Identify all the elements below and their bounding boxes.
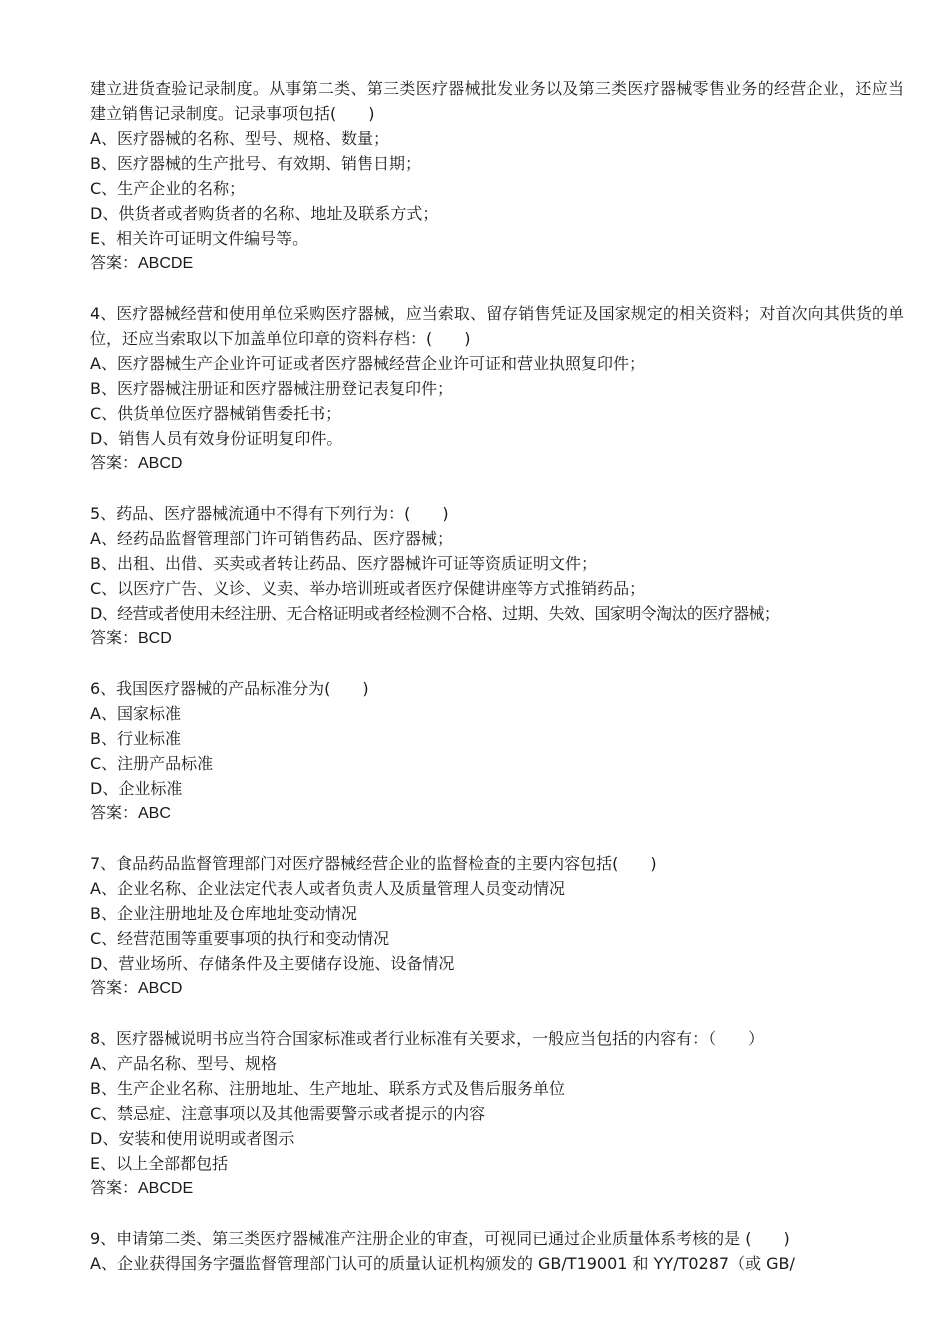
option: E、以上全部都包括 — [90, 1154, 229, 1173]
question-block — [90, 1026, 904, 1201]
question-stem: 9、申请第二类、第三类医疗器械准产注册企业的审查，可视同已通过企业质量体系考核的是 ( ) — [90, 1229, 790, 1248]
option: C、禁忌症、注意事项以及其他需要警示或者提示的内容 — [90, 1104, 486, 1123]
option: A、医疗器械生产企业许可证或者医疗器械经营企业许可证和营业执照复印件； — [90, 354, 645, 373]
option: A、医疗器械的名称、型号、规格、数量； — [90, 129, 389, 148]
option: C、经营范围等重要事项的执行和变动情况 — [90, 929, 390, 948]
answer: 答案：BCD — [90, 630, 172, 647]
question-block — [90, 501, 904, 651]
option: A、企业获得国务字彊监督管理部门认可的质量认证机构颁发的 GB/T19001 和 YY/T0287（或 GB/ — [90, 1254, 795, 1273]
answer: 答案：ABCD — [90, 455, 183, 472]
question-stem: 建立进货查验记录制度。从事第二类、第三类医疗器械批发业务以及第三类医疗器械零售业务的经营企业，还应当建立销售记录制度。记录事项包括( ) — [90, 79, 904, 123]
question-stem: 7、食品药品监督管理部门对医疗器械经营企业的监督检查的主要内容包括( ) — [90, 854, 657, 873]
answer: 答案：ABCD — [90, 980, 183, 997]
option: A、产品名称、型号、规格 — [90, 1054, 277, 1073]
option: D、经营或者使用未经注册、无合格证明或者经检测不合格、过期、失效、国家明令淘汰的医疗器械； — [90, 604, 780, 623]
option: C、供货单位医疗器械销售委托书； — [90, 404, 342, 423]
question-stem: 4、医疗器械经营和使用单位采购医疗器械，应当索取、留存销售凭证及国家规定的相关资料；对首次向其供货的单位，还应当索取以下加盖单位印章的资料存档：( ) — [90, 304, 904, 348]
question-block — [90, 301, 904, 476]
option: C、注册产品标准 — [90, 754, 214, 773]
option: B、企业注册地址及仓库地址变动情况 — [90, 904, 357, 923]
option: D、安装和使用说明或者图示 — [90, 1129, 295, 1148]
question-block — [90, 676, 904, 826]
answer: 答案：ABCDE — [90, 1180, 194, 1197]
option: D、企业标准 — [90, 779, 183, 798]
answer: 答案：ABC — [90, 805, 171, 822]
option: A、经药品监督管理部门许可销售药品、医疗器械； — [90, 529, 453, 548]
option: B、生产企业名称、注册地址、生产地址、联系方式及售后服务单位 — [90, 1079, 565, 1098]
option: B、出租、出借、买卖或者转让药品、医疗器械许可证等资质证明文件； — [90, 554, 597, 573]
question-stem: 8、医疗器械说明书应当符合国家标准或者行业标准有关要求，一般应当包括的内容有：（ ） — [90, 1029, 765, 1048]
option: E、相关许可证明文件编号等。 — [90, 229, 309, 248]
question-stem: 6、我国医疗器械的产品标准分为( ) — [90, 679, 369, 698]
option: B、医疗器械注册证和医疗器械注册登记表复印件； — [90, 379, 453, 398]
question-stem: 5、药品、医疗器械流通中不得有下列行为：( ) — [90, 504, 449, 523]
question-block — [90, 1226, 904, 1276]
question-block — [90, 851, 904, 1001]
question-block — [90, 76, 904, 276]
option: B、医疗器械的生产批号、有效期、销售日期； — [90, 154, 421, 173]
option: C、生产企业的名称； — [90, 179, 246, 198]
answer: 答案：ABCDE — [90, 255, 194, 272]
option: D、销售人员有效身份证明复印件。 — [90, 429, 343, 448]
option: D、营业场所、存储条件及主要储存设施、设备情况 — [90, 954, 455, 973]
option: B、行业标准 — [90, 729, 181, 748]
option: D、供货者或者购货者的名称、地址及联系方式； — [90, 204, 439, 223]
option: A、国家标准 — [90, 704, 181, 723]
option: A、企业名称、企业法定代表人或者负责人及质量管理人员变动情况 — [90, 879, 565, 898]
option: C、以医疗广告、义诊、义卖、举办培训班或者医疗保健讲座等方式推销药品； — [90, 579, 646, 598]
